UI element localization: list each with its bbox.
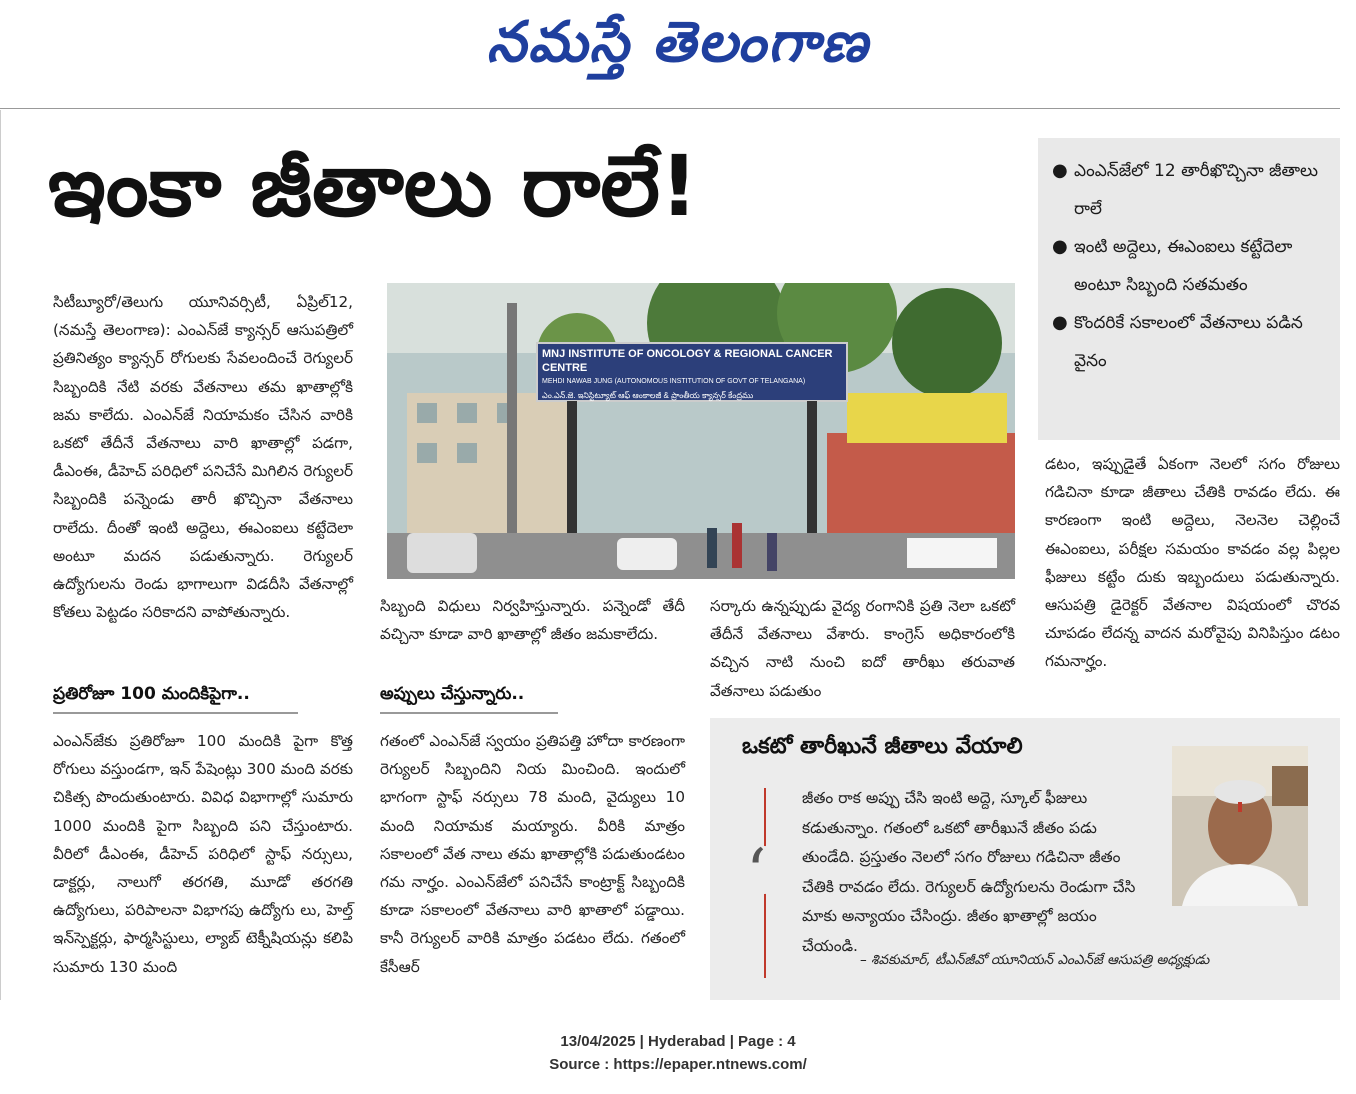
- highlight-item: ● కొందరికే సకాలంలో వేతనాలు పడిన వైనం: [1052, 304, 1328, 380]
- subheading: అప్పులు చేస్తున్నారు..: [380, 684, 558, 714]
- masthead-divider: [0, 108, 1340, 109]
- bullet-icon: ●: [1052, 236, 1068, 257]
- quote-box: [710, 718, 1340, 1000]
- article-column-2-continued: [380, 727, 685, 981]
- quote-mark-icon: ‘: [746, 836, 767, 910]
- masthead-logo: నమస్తే తెలంగాణ: [486, 10, 870, 75]
- article-paragraph: గతంలో ఎంఎన్‌జే స్వయం ప్రతిపత్తి హోదా కారణంగా రెగ్యులర్ సిబ్బందిని నియ మించింది. ఇందులో భాగంగా స్టాఫ్ నర్సులు 78 మంది, వైద్యులు 10 మంది నియామక మయ్యారు. వీరికి మాత్రం సకాలంలో వేత నాలు తమ ఖాతాల్లోకి పడుతుండటం గమ నార్హం. ఎంఎన్‌జేలో పనిచేసే కాంట్రాక్ట్ సిబ్బందికి కూడా సకాలంలో వేతనాలు వారి ఖాతాలో పడ్డాయి. కానీ రెగ్యులర్ వారికి మాత్రం పడటం లేదు. గతంలో కేసీఆర్: [380, 732, 685, 976]
- source-link[interactable]: Source : https://epaper.ntnews.com/: [549, 1056, 807, 1073]
- article-paragraph: ఎంఎన్‌జేకు ప్రతిరోజూ 100 మందికి పైగా కొత్త రోగులు వస్తుండగా, ఇన్ పేషెంట్లు 300 మంది వరకు చికిత్స పొందుతుంటారు. వివిధ విభాగాల్లో సుమారు 1000 మందికి పైగా సిబ్బంది పని చేస్తుంటారు. వీరిలో డీఎంఈ, డీహెచ్ పరిధిలో స్టాఫ్ నర్సులు, డాక్టర్లు, నాలుగో తరగతి, మూడో తరగతి ఉద్యోగులు, పరిపాలనా విభాగపు ఉద్యోగు లు, హెల్త్ ఇన్‌స్పెక్టర్లు, ఫార్మసిస్టులు, ల్యాబ్ టెక్నీషియన్లు కలిపి సుమారు 130 మంది: [53, 732, 353, 976]
- hospital-signboard: MNJ INSTITUTE OF ONCOLOGY & REGIONAL CANCER CENTRE MEHDI NAWAB JUNG (AUTONOMOUS INSTITUTION OF GOVT OF TELANGANA) ఎం.ఎన్.జె. ఇనిస్టిట్యూట్ ఆఫ్ ఆంకాలజీ & ప్రాంతీయ క్యాన్సర్ కేంద్రము: [542, 348, 833, 400]
- quote-attribution: – శివకుమార్, టీఎన్‌జీవో యూనియన్ ఎంఎన్‌జే ఆసుపత్రి అధ్యక్షుడు: [860, 952, 1210, 968]
- page-footer: [0, 1030, 1356, 1076]
- article-column-1: [53, 288, 353, 626]
- article-paragraph: సిటీబ్యూరో/తెలుగు యూనివర్సిటీ, ఏప్రిల్12,(నమస్తే తెలంగాణ): ఎంఎన్‌జే క్యాన్సర్ ఆసుపత్రిలో ప్రతినిత్యం క్యాన్సర్ రోగులకు సేవలందించే రెగ్యులర్ సిబ్బందికి నేటి వరకు వేతనాలు తమ ఖాతాల్లోకి జమ కాలేదు. ఎంఎన్‌జే నియామకం చేసిన వారికి ఒకటో తేదీనే వేతనాలు వారి ఖాతాల్లో పడగా, డీఎంఈ, డీహెచ్ పరిధిలో పనిచేసే మిగిలిన రెగ్యులర్ సిబ్బందికి పన్నెండు తారీ ఖొచ్చినా వేతనాలు రాలేదు. దీంతో ఇంటి అద్దెలు, ఈఎంఐలు కట్టేదెలా అంటూ మదన పడుతున్నారు. రెగ్యులర్ ఉద్యోగులను రెండు భాగాలుగా విడదీసి వేతనాల్లో కోతలు పెట్టడం సరికాదని వాపోతున్నారు.: [53, 293, 353, 622]
- hospital-photo-illustration: [387, 283, 1015, 579]
- hospital-photo: [387, 283, 1015, 579]
- page-edge: [0, 110, 1, 1000]
- article-paragraph: సర్కారు ఉన్నప్పుడు వైద్య రంగానికి ప్రతి నెలా ఒకటో తేదీనే వేతనాలు వేశారు. కాంగ్రెస్ అధికారంలోకి వచ్చిన నాటి నుంచి ఐదో తారీఖు తరువాత వేతనాలు పడుతుం: [710, 597, 1015, 700]
- article-column-2: [380, 592, 685, 648]
- article-paragraph: సిబ్బంది విధులు నిర్వహిస్తున్నారు. పన్నెండో తేదీ వచ్చినా కూడా వారి ఖాతాల్లో జీతం జమకాలేదు.: [380, 597, 685, 644]
- article-column-3: [710, 592, 1015, 705]
- article-column-4: [1045, 450, 1340, 676]
- bullet-icon: ●: [1052, 160, 1068, 181]
- article-column-1-continued: [53, 727, 353, 981]
- subheading: ప్రతిరోజూ 100 మందికిపైగా..: [53, 684, 298, 714]
- highlight-item: ● ఎంఎన్‌జేలో 12 తారీఖొచ్చినా జీతాలు రాలే: [1052, 152, 1328, 228]
- highlight-item: ● ఇంటి అద్దెలు, ఈఎంఐలు కట్టేదెలా అంటూ సిబ్బంది సతమతం: [1052, 228, 1328, 304]
- speaker-portrait: [1172, 746, 1308, 906]
- quote-text: జీతం రాక అప్పు చేసి ఇంటి అద్దె, స్కూల్ ఫీజులు కడుతున్నాం. గతంలో ఒకటో తారీఖునే జీతం పడు తుండేది. ప్రస్తుతం నెలలో సగం రోజులు గడిచినా జీతం చేతికి రావడం లేదు. రెగ్యులర్ ఉద్యోగులను రెండుగా చేసి మాకు అన్యాయం చేసింద్రు. జీతం ఖాతాల్లో జయం చేయండి.: [802, 789, 1136, 955]
- quote-title: ఒకటో తారీఖునే జీతాలు వేయాలి: [742, 734, 1023, 759]
- headline: ఇంకా జీతాలు రాలే!: [48, 137, 699, 235]
- article-paragraph: డటం, ఇప్పుడైతే ఏకంగా నెలలో సగం రోజులు గడిచినా కూడా జీతాలు చేతికి రావడం లేదు. ఈ కారణంగా ఇంటి అద్దెలు, నెలనెల చెల్లించే ఈఎంఐలు, పరీక్షల సమయం కావడం వల్ల పిల్లల ఫీజులు కట్టేం దుకు ఇబ్బందులు పడుతున్నారు. ఆసుపత్రి డైరెక్టర్ వేతనాల విషయంలో చొరవ చూపడం లేదన్న వాదన మరోవైపు వినిపిస్తుం డటం గమనార్హం.: [1045, 455, 1340, 671]
- highlights-box: [1038, 138, 1340, 440]
- edition-info: 13/04/2025 | Hyderabad | Page : 4: [560, 1033, 796, 1050]
- bullet-icon: ●: [1052, 312, 1068, 333]
